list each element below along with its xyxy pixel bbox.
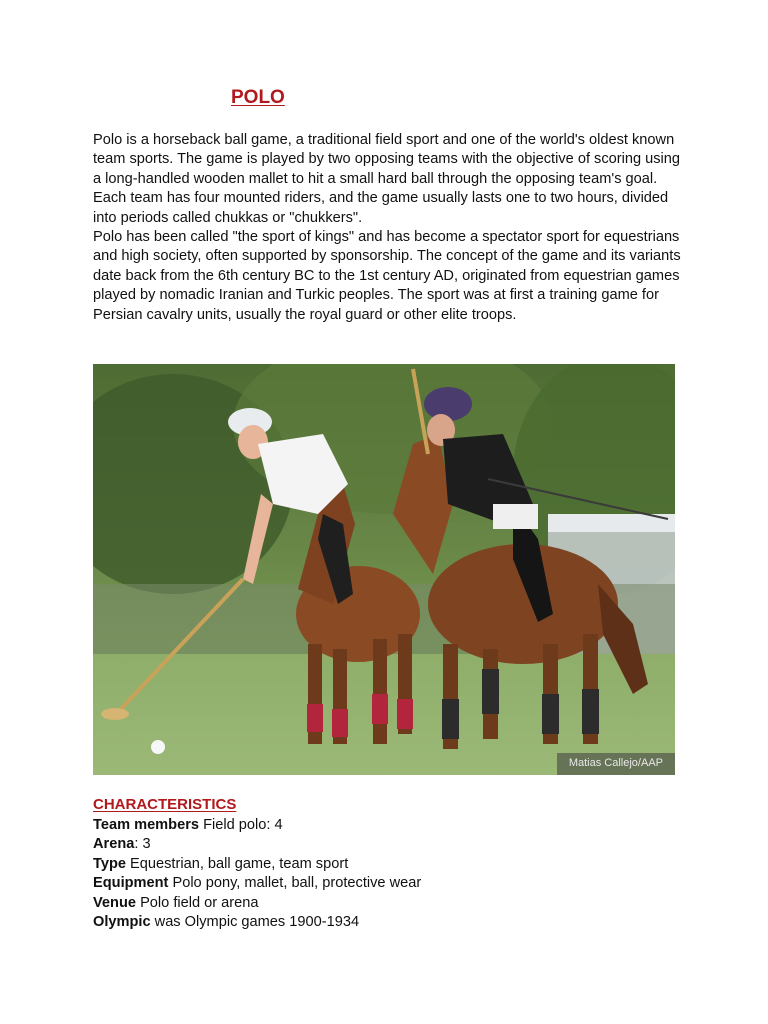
characteristic-value: 3 xyxy=(142,836,151,853)
page-title: POLO xyxy=(231,87,285,108)
intro-text xyxy=(93,131,683,325)
characteristics-heading: CHARACTERISTICS xyxy=(93,796,237,813)
characteristic-key: Olympic xyxy=(93,914,151,931)
photo-credit: Matias Callejo/AAP xyxy=(557,753,675,775)
characteristic-value: Polo pony, mallet, ball, protective wear xyxy=(172,875,422,892)
characteristic-value: Equestrian, ball game, team sport xyxy=(130,855,349,872)
list-item xyxy=(93,835,693,854)
list-item xyxy=(93,894,693,913)
intro-paragraph-2: Polo has been called "the sport of kings" and has become a spectator sport for equestrians and high society, often supported by sponsorship. The concept of the game and its variants date back from the 6th century BC to the 1st century AD, originated from equestrian games played by nomadic Iranian and Turkic peoples. The sport was at first a training game for Persian cavalry units, usually the royal guard or other elite troops. xyxy=(93,229,681,323)
list-item xyxy=(93,855,693,874)
characteristic-value: was Olympic games 1900-1934 xyxy=(154,914,360,931)
characteristic-value: Field polo: 4 xyxy=(203,817,283,833)
characteristic-key: Team members xyxy=(93,817,199,833)
list-item xyxy=(93,874,693,893)
characteristic-sep: : xyxy=(134,836,143,853)
characteristic-key: Arena xyxy=(93,836,135,853)
characteristics-list xyxy=(93,816,693,932)
characteristic-key: Venue xyxy=(93,894,136,911)
list-item xyxy=(93,816,693,835)
list-item xyxy=(93,913,693,932)
characteristic-key: Equipment xyxy=(93,875,169,892)
intro-paragraph-1: Polo is a horseback ball game, a traditional field sport and one of the world's oldest known team sports. The game is played by two opposing teams with the objective of scoring using a long-handled wooden mallet to hit a small hard ball through the opposing team's goal. Each team has four mounted riders, and the game usually lasts one to two hours, divided into periods called chukkas or "chukkers". xyxy=(93,132,681,226)
characteristic-value: Polo field or arena xyxy=(140,894,259,911)
polo-match-photo xyxy=(93,364,675,775)
characteristic-key: Type xyxy=(93,855,126,872)
